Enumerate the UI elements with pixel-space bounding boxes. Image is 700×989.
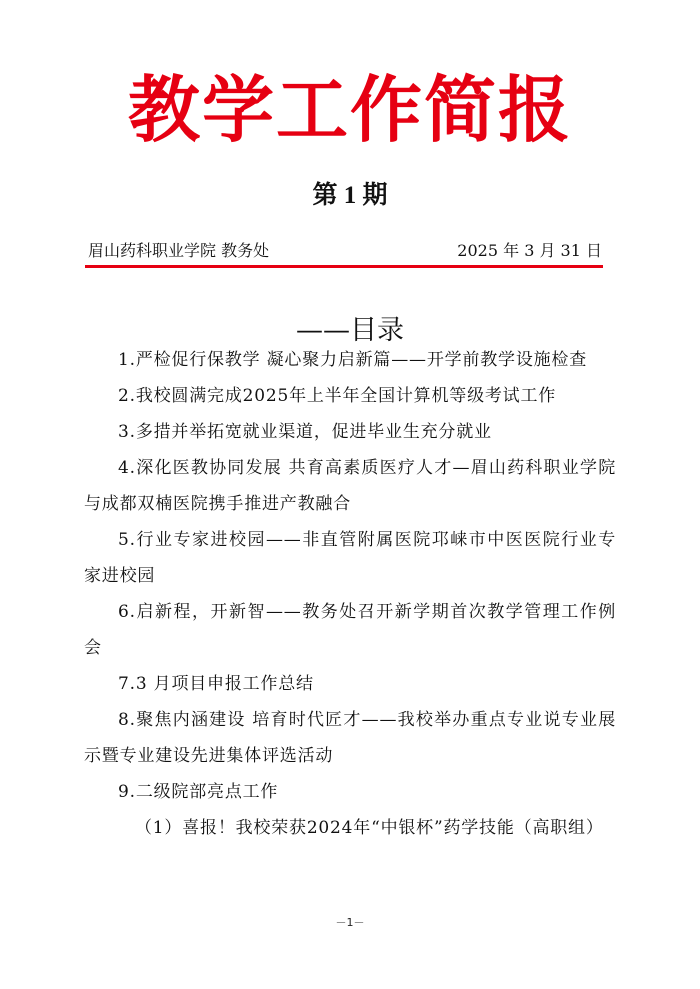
toc-item-7: 7.3 月项目申报工作总结	[118, 674, 314, 694]
toc-item-5: 5.行业专家进校园——非直管附属医院邛崃市中医医院行业专家进校园	[84, 530, 616, 586]
header-divider	[85, 265, 603, 268]
masthead-title: 教学工作简报	[127, 67, 572, 152]
toc-item-6: 6.启新程，开新智——教务处召开新学期首次教学管理工作例会	[84, 602, 616, 658]
toc-item-4: 4.深化医教协同发展 共育高素质医疗人才—眉山药科职业学院与成都双楠医院携手推进产教融合	[84, 458, 616, 514]
table-of-contents	[84, 342, 616, 846]
toc-item-2: 2.我校圆满完成2025年上半年全国计算机等级考试工作	[118, 386, 557, 406]
toc-item-9: 9.二级院部亮点工作	[118, 782, 279, 802]
department-name: 眉山药科职业学院 教务处	[88, 241, 270, 260]
toc-item-3: 3.多措并举拓宽就业渠道，促进毕业生充分就业	[118, 422, 492, 442]
toc-heading: ——目录	[296, 315, 404, 346]
page-number: －1－	[335, 916, 365, 929]
issue-number: 第 1 期	[312, 182, 388, 209]
issue-date: 2025 年 3 月 31 日	[457, 241, 602, 260]
toc-item-1: 1.严检促行保教学 凝心聚力启新篇——开学前教学设施检查	[118, 350, 588, 370]
toc-subitem-1: （1）喜报！我校荣获2024年“中银杯”药学技能（高职组）	[135, 818, 604, 838]
toc-item-8: 8.聚焦内涵建设 培育时代匠才——我校举办重点专业说专业展示暨专业建设先进集体评选活动	[84, 710, 616, 766]
